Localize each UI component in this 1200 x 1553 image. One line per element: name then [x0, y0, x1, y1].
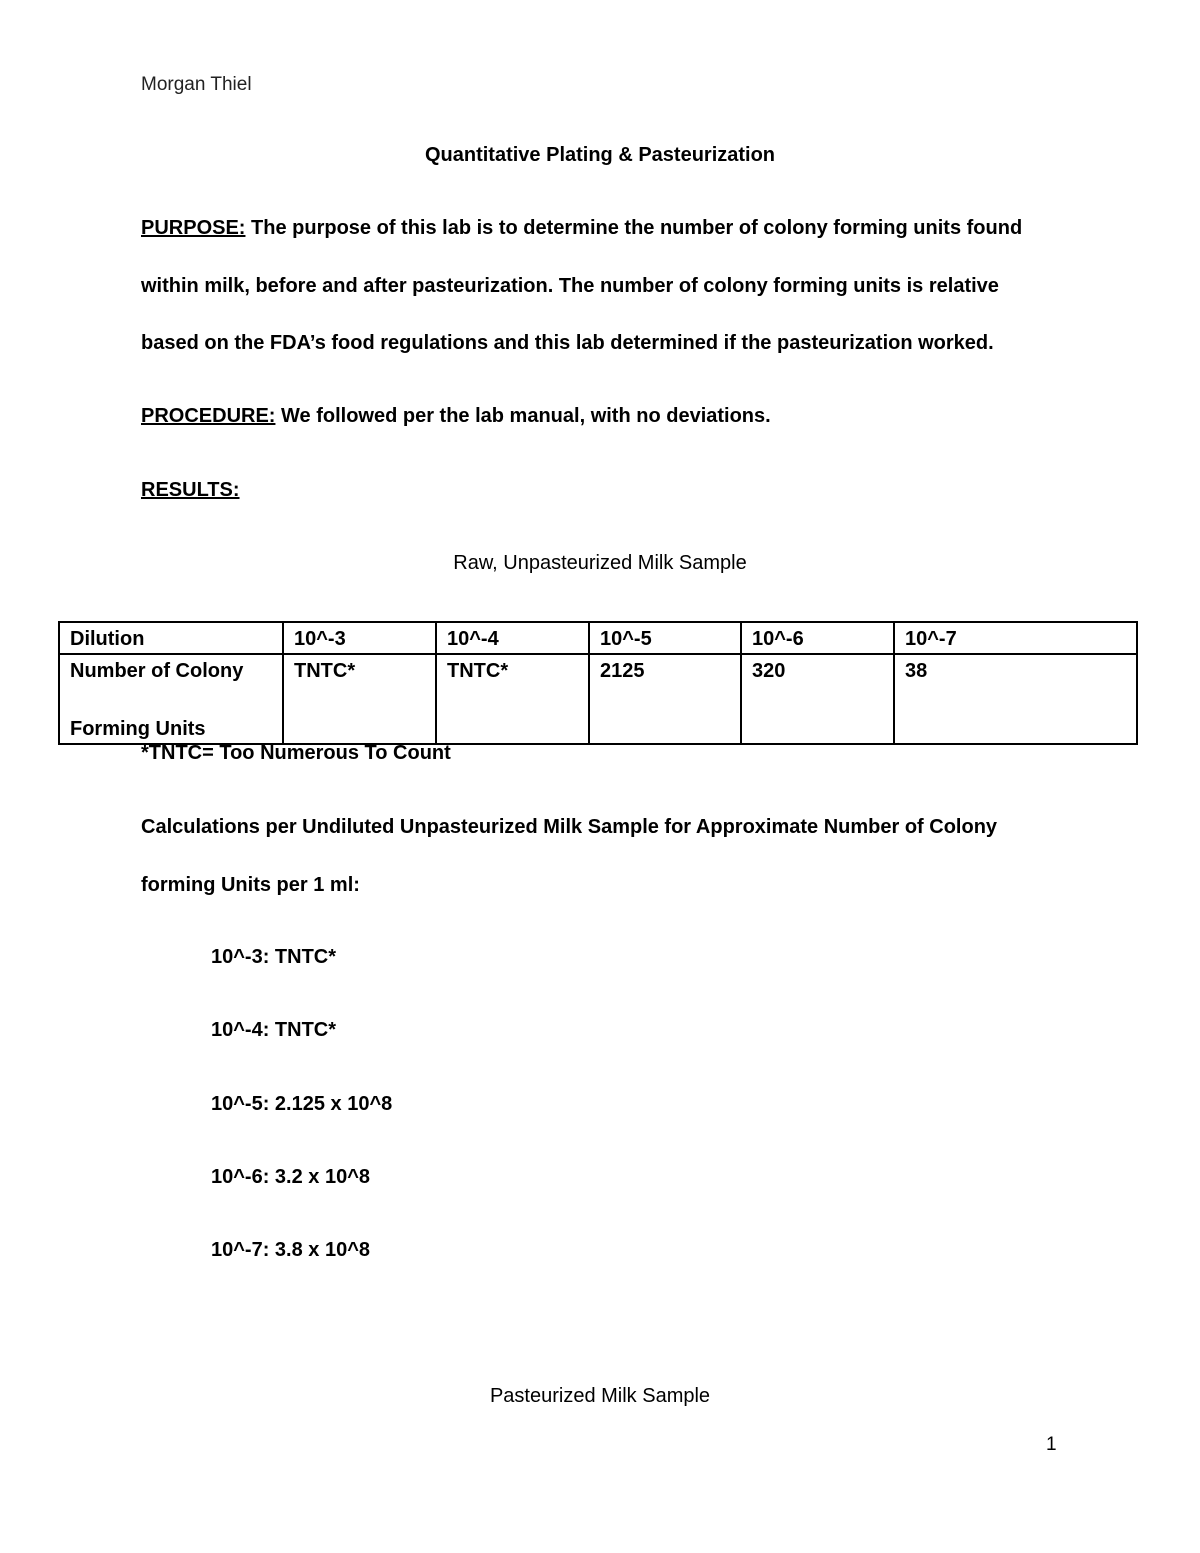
- calc-item: 10^-5: 2.125 x 10^8: [211, 1093, 393, 1115]
- purpose-line-2: within milk, before and after pasteurization. The number of colony forming units is relative: [141, 275, 999, 297]
- document-title: Quantitative Plating & Pasteurization: [424, 144, 776, 166]
- table-cell-dilution: 10^-5: [589, 622, 741, 654]
- calc-item: 10^-3: TNTC*: [211, 946, 337, 968]
- raw-sample-heading: Raw, Unpasteurized Milk Sample: [453, 552, 747, 574]
- table-cell-count: TNTC*: [283, 654, 436, 744]
- table-cell-dilution: 10^-3: [283, 622, 436, 654]
- results-label: RESULTS:: [141, 479, 240, 501]
- purpose-text-1: The purpose of this lab is to determine the number of colony forming units found: [251, 217, 1023, 239]
- purpose-line-3: based on the FDA’s food regulations and this lab determined if the pasteurization worked.: [141, 332, 994, 354]
- cfu-label-line-2: Forming Units: [70, 718, 206, 740]
- table-cell-count: 2125: [589, 654, 741, 744]
- table-cell-dilution-label: Dilution: [59, 622, 283, 654]
- cfu-label-line-1: Number of Colony: [70, 660, 244, 682]
- results-heading: [141, 479, 240, 502]
- pasteurized-sample-heading: Pasteurized Milk Sample: [489, 1385, 711, 1407]
- procedure-label: PROCEDURE:: [141, 405, 276, 427]
- table-cell-count: TNTC*: [436, 654, 589, 744]
- page-number: 1: [1046, 1434, 1057, 1455]
- tntc-footnote: *TNTC= Too Numerous To Count: [141, 742, 451, 764]
- table-cell-dilution: 10^-6: [741, 622, 894, 654]
- calculations-line-1: Calculations per Undiluted Unpasteurized Milk Sample for Approximate Number of Colony: [141, 816, 998, 838]
- table-cell-count: 320: [741, 654, 894, 744]
- table-row: [59, 622, 1137, 654]
- calc-item: 10^-4: TNTC*: [211, 1019, 337, 1041]
- purpose-label: PURPOSE:: [141, 217, 246, 239]
- calc-item: 10^-6: 3.2 x 10^8: [211, 1166, 371, 1188]
- purpose-line-1: [141, 217, 1022, 240]
- calc-item: 10^-7: 3.8 x 10^8: [211, 1239, 371, 1261]
- procedure-line: [141, 405, 771, 428]
- author-name: Morgan Thiel: [141, 74, 252, 95]
- table-cell-dilution: 10^-7: [894, 622, 1137, 654]
- table-cell-count: 38: [894, 654, 1137, 744]
- table-cell-cfu-label: [59, 654, 283, 744]
- calculations-line-2: forming Units per 1 ml:: [141, 874, 360, 896]
- table-row: [59, 654, 1137, 744]
- raw-sample-table: [58, 621, 1138, 745]
- table-cell-dilution: 10^-4: [436, 622, 589, 654]
- procedure-text: We followed per the lab manual, with no deviations.: [281, 405, 771, 427]
